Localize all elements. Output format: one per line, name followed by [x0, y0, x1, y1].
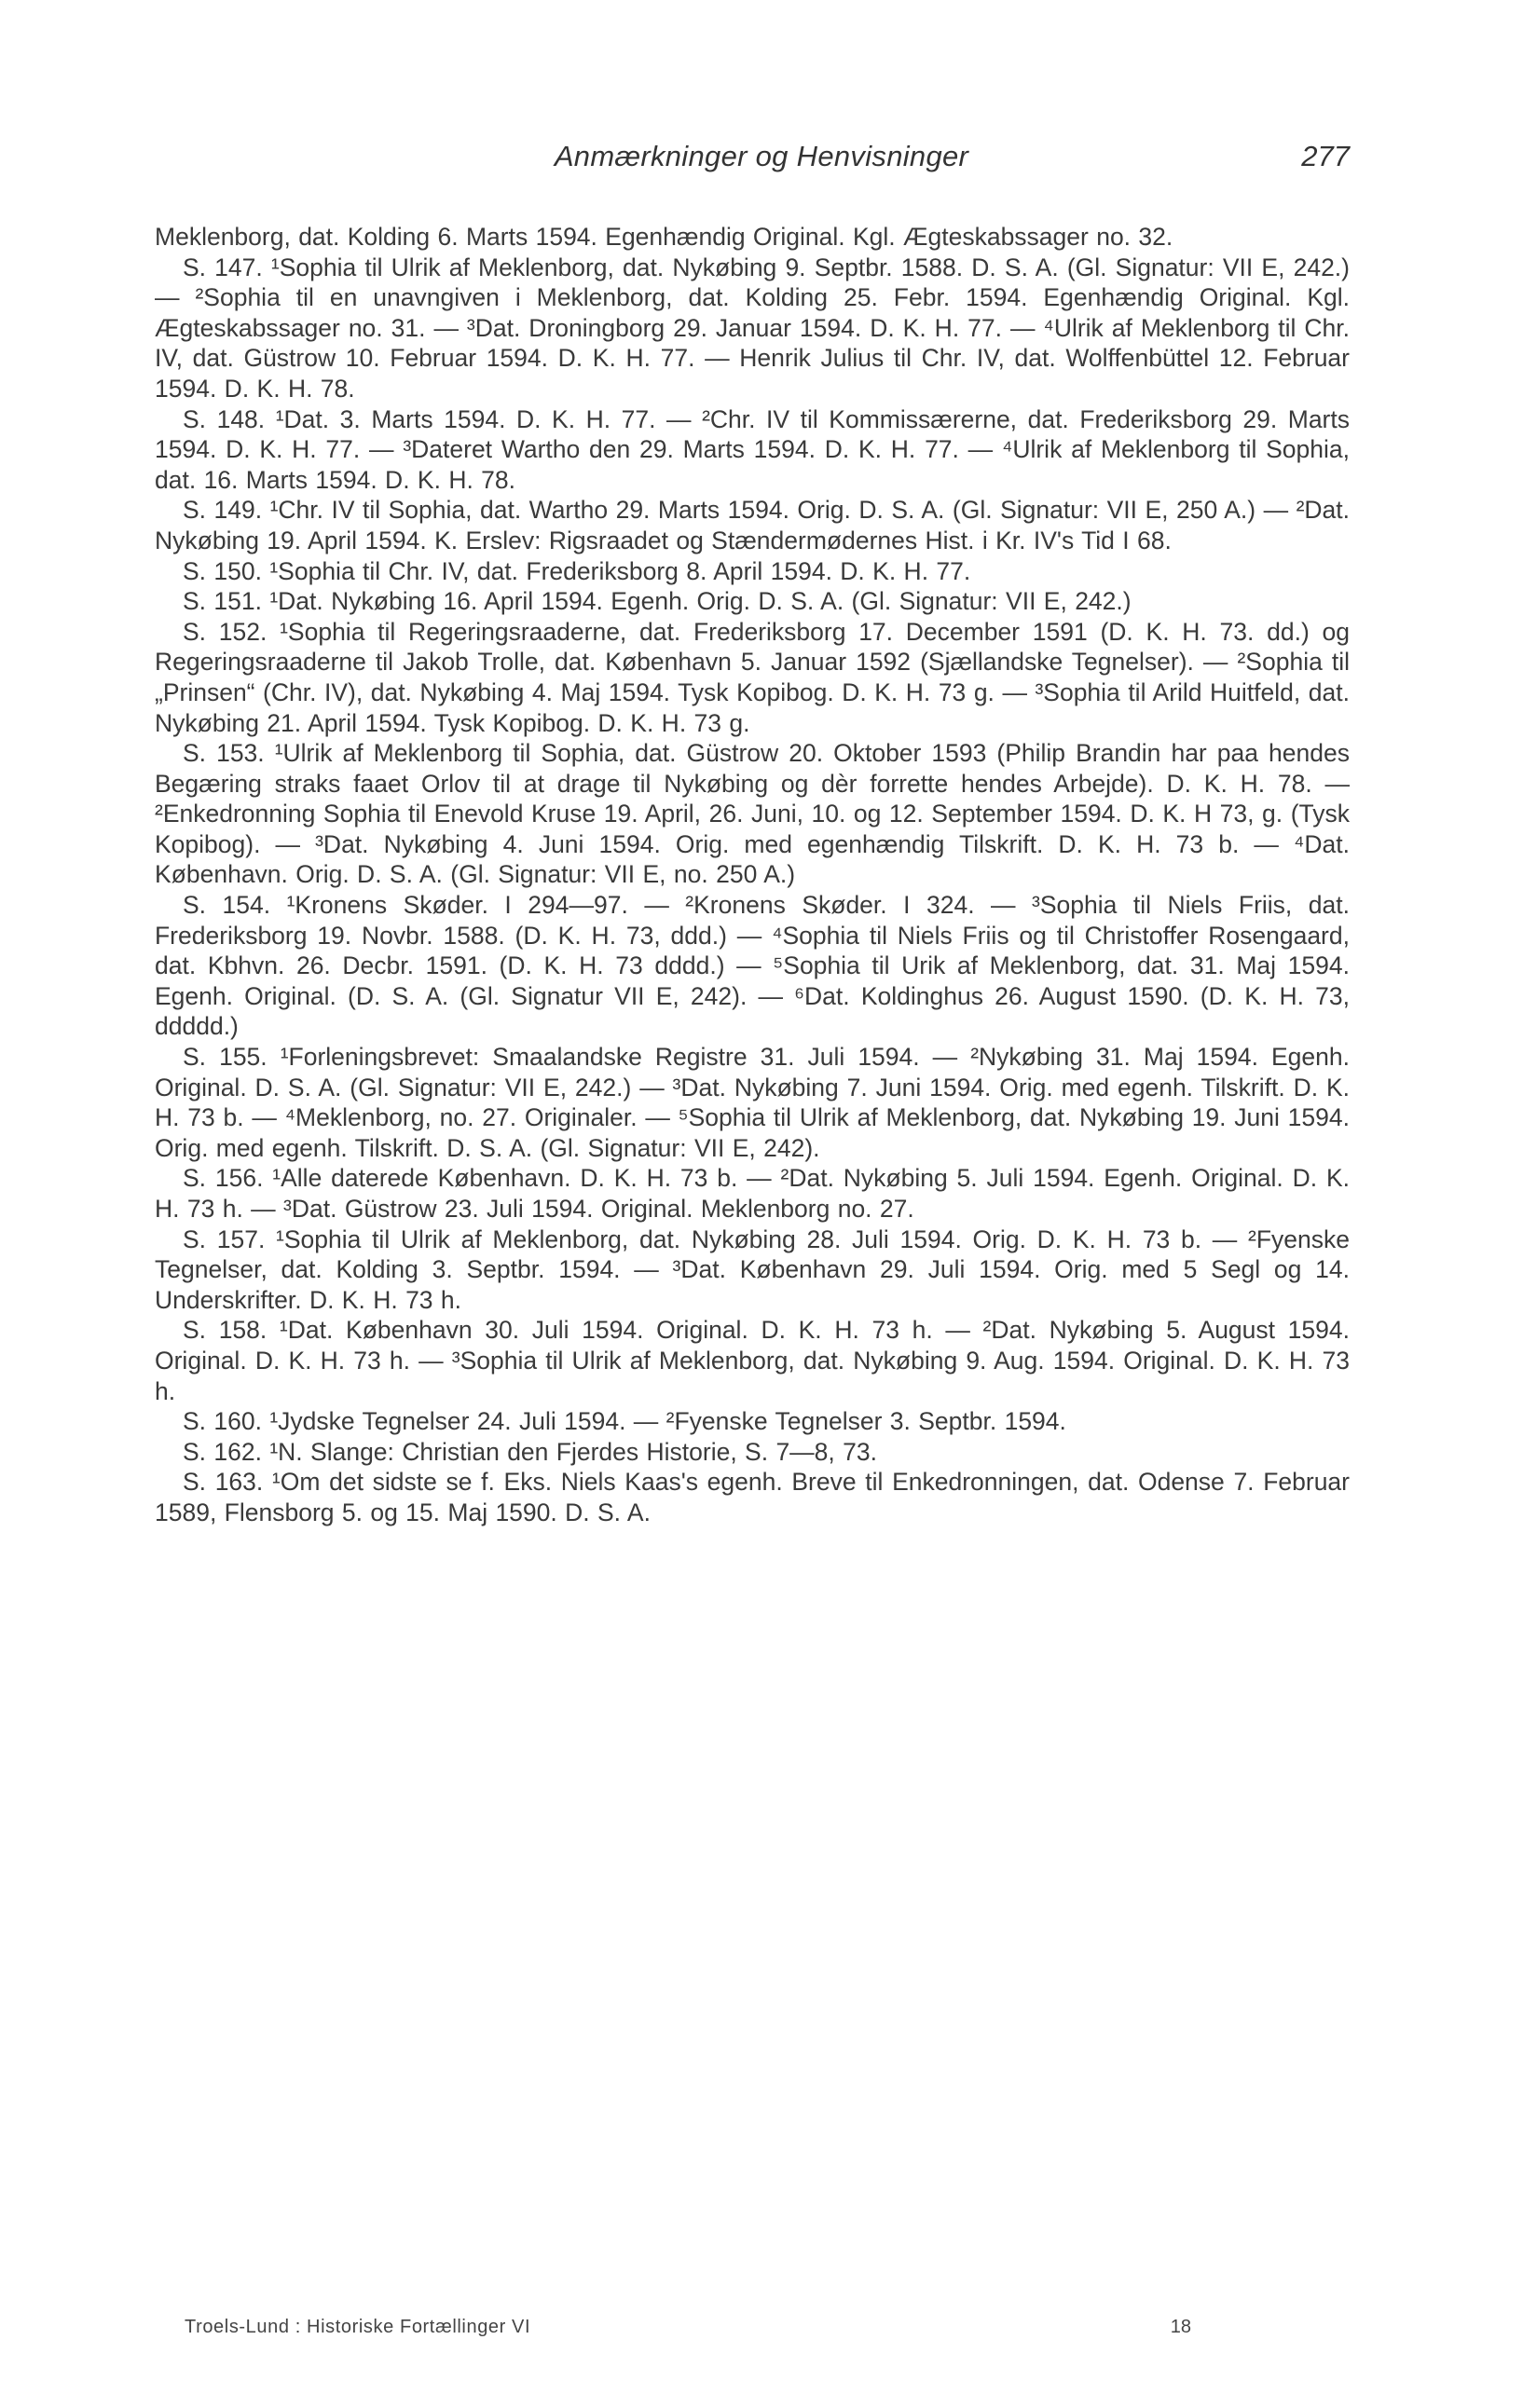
- note-paragraph: S. 158. ¹Dat. København 30. Juli 1594. Original. D. K. H. 73 h. — ²Dat. Nykøbing 5. August 1594. Original. D. K. H. 73 h. — ³Sophia til Ulrik af Meklenborg, dat. Nykøbing 9. Aug. 1594. Original. D. K. H. 73 h.: [155, 1316, 1350, 1405]
- note-paragraph: S. 151. ¹Dat. Nykøbing 16. April 1594. Egenh. Orig. D. S. A. (Gl. Signatur: VII E, 242.): [183, 587, 1132, 616]
- sheet-number: 18: [1170, 2317, 1191, 2337]
- notes-body: [155, 222, 1350, 1528]
- page-number: 277: [1301, 140, 1350, 172]
- note-paragraph: S. 149. ¹Chr. IV til Sophia, dat. Wartho 29. Marts 1594. Orig. D. S. A. (Gl. Signatur: VII E, 250 A.) — ²Dat. Nykøbing 19. April 1594. K. Erslev: Rigsraadet og Stændermødernes Hist. i Kr. IV's Tid I 68.: [155, 496, 1350, 554]
- page-title: Anmærkninger og Henvisninger: [554, 140, 969, 172]
- note-paragraph: S. 156. ¹Alle daterede København. D. K. H. 73 b. — ²Dat. Nykøbing 5. Juli 1594. Egenh. Original. D. K. H. 73 h. — ³Dat. Güstrow 23. Juli 1594. Original. Meklenborg no. 27.: [155, 1164, 1350, 1223]
- note-paragraph: S. 154. ¹Kronens Skøder. I 294—97. — ²Kronens Skøder. I 324. — ³Sophia til Niels Friis, dat. Frederiksborg 19. Novbr. 1588. (D. K. H. 73, ddd.) — ⁴Sophia til Niels Friis og til Christoffer Rosengaard, dat. Kbhvn. 26. Decbr. 1591. (D. K. H. 73 dddd.) — ⁵Sophia til Urik af Meklenborg, dat. 31. Maj 1594. Egenh. Original. (D. S. A. (Gl. Signatur VII E, 242). — ⁶Dat. Koldinghus 26. August 1590. (D. K. H. 73, ddddd.): [155, 891, 1350, 1041]
- note-paragraph: S. 160. ¹Jydske Tegnelser 24. Juli 1594. — ²Fyenske Tegnelser 3. Septbr. 1594.: [183, 1407, 1066, 1436]
- note-paragraph: S. 157. ¹Sophia til Ulrik af Meklenborg, dat. Nykøbing 28. Juli 1594. Orig. D. K. H. 73 b. — ²Fyenske Tegnelser, dat. Kolding 3. Septbr. 1594. — ³Dat. København 29. Juli 1594. Orig. med 5 Segl og 14. Underskrifter. D. K. H. 73 h.: [155, 1225, 1350, 1314]
- note-paragraph: S. 152. ¹Sophia til Regeringsraaderne, dat. Frederiksborg 17. December 1591 (D. K. H. 73. dd.) og Regeringsraaderne til Jakob Trolle, dat. København 5. Januar 1592 (Sjællandske Tegnelser). — ²Sophia til „Prinsen“ (Chr. IV), dat. Nykøbing 4. Maj 1594. Tysk Kopibog. D. K. H. 73 g. — ³Sophia til Arild Huitfeld, dat. Nykøbing 21. April 1594. Tysk Kopibog. D. K. H. 73 g.: [155, 617, 1350, 737]
- note-paragraph: S. 148. ¹Dat. 3. Marts 1594. D. K. H. 77. — ²Chr. IV til Kommissærerne, dat. Frederiksborg 29. Marts 1594. D. K. H. 77. — ³Dateret Wartho den 29. Marts 1594. D. K. H. 77. — ⁴Ulrik af Meklenborg til Sophia, dat. 16. Marts 1594. D. K. H. 78.: [155, 404, 1350, 494]
- note-paragraph: S. 147. ¹Sophia til Ulrik af Meklenborg, dat. Nykøbing 9. Septbr. 1588. D. S. A. (Gl. Signatur: VII E, 242.) — ²Sophia til en unavngiven i Meklenborg, dat. Kolding 25. Febr. 1594. Egenhændig Original. Kgl. Ægteskabssager no. 31. — ³Dat. Droningborg 29. Januar 1594. D. K. H. 77. — ⁴Ulrik af Meklenborg til Chr. IV, dat. Güstrow 10. Februar 1594. D. K. H. 77. — Henrik Julius til Chr. IV, dat. Wolffenbüttel 12. Februar 1594. D. K. H. 78.: [155, 253, 1350, 403]
- note-paragraph: S. 153. ¹Ulrik af Meklenborg til Sophia, dat. Güstrow 20. Oktober 1593 (Philip Brandin har paa hendes Begæring straks faaet Orlov til at drage til Nykøbing og dèr forrette hendes Arbejde). D. K. H. 78. — ²Enkedronning Sophia til Enevold Kruse 19. April, 26. Juni, 10. og 12. September 1594. D. K. H 73, g. (Tysk Kopibog). — ³Dat. Nykøbing 4. Juni 1594. Orig. med egenhændig Tilskrift. D. K. H. 73 b. — ⁴Dat. København. Orig. D. S. A. (Gl. Signatur: VII E, no. 250 A.): [155, 739, 1350, 889]
- note-paragraph: Meklenborg, dat. Kolding 6. Marts 1594. Egenhændig Original. Kgl. Ægteskabssager no. 32.: [155, 223, 1173, 251]
- page-footer: [185, 2317, 1191, 2345]
- printer-signature: Troels-Lund : Historiske Fortællinger VI: [185, 2317, 531, 2337]
- running-head: [0, 140, 1523, 177]
- note-paragraph: S. 162. ¹N. Slange: Christian den Fjerdes Historie, S. 7—8, 73.: [183, 1437, 877, 1466]
- note-paragraph: S. 155. ¹Forleningsbrevet: Smaalandske Registre 31. Juli 1594. — ²Nykøbing 31. Maj 1594. Egenh. Original. D. S. A. (Gl. Signatur: VII E, 242.) — ³Dat. Nykøbing 7. Juni 1594. Orig. med egenh. Tilskrift. D. K. H. 73 b. — ⁴Meklenborg, no. 27. Originaler. — ⁵Sophia til Ulrik af Meklenborg, dat. Nykøbing 19. Juni 1594. Orig. med egenh. Tilskrift. D. S. A. (Gl. Signatur: VII E, 242).: [155, 1043, 1350, 1162]
- note-paragraph: S. 163. ¹Om det sidste se f. Eks. Niels Kaas's egenh. Breve til Enkedronningen, dat. Odense 7. Februar 1589, Flensborg 5. og 15. Maj 1590. D. S. A.: [155, 1468, 1350, 1526]
- note-paragraph: S. 150. ¹Sophia til Chr. IV, dat. Frederiksborg 8. April 1594. D. K. H. 77.: [183, 556, 971, 585]
